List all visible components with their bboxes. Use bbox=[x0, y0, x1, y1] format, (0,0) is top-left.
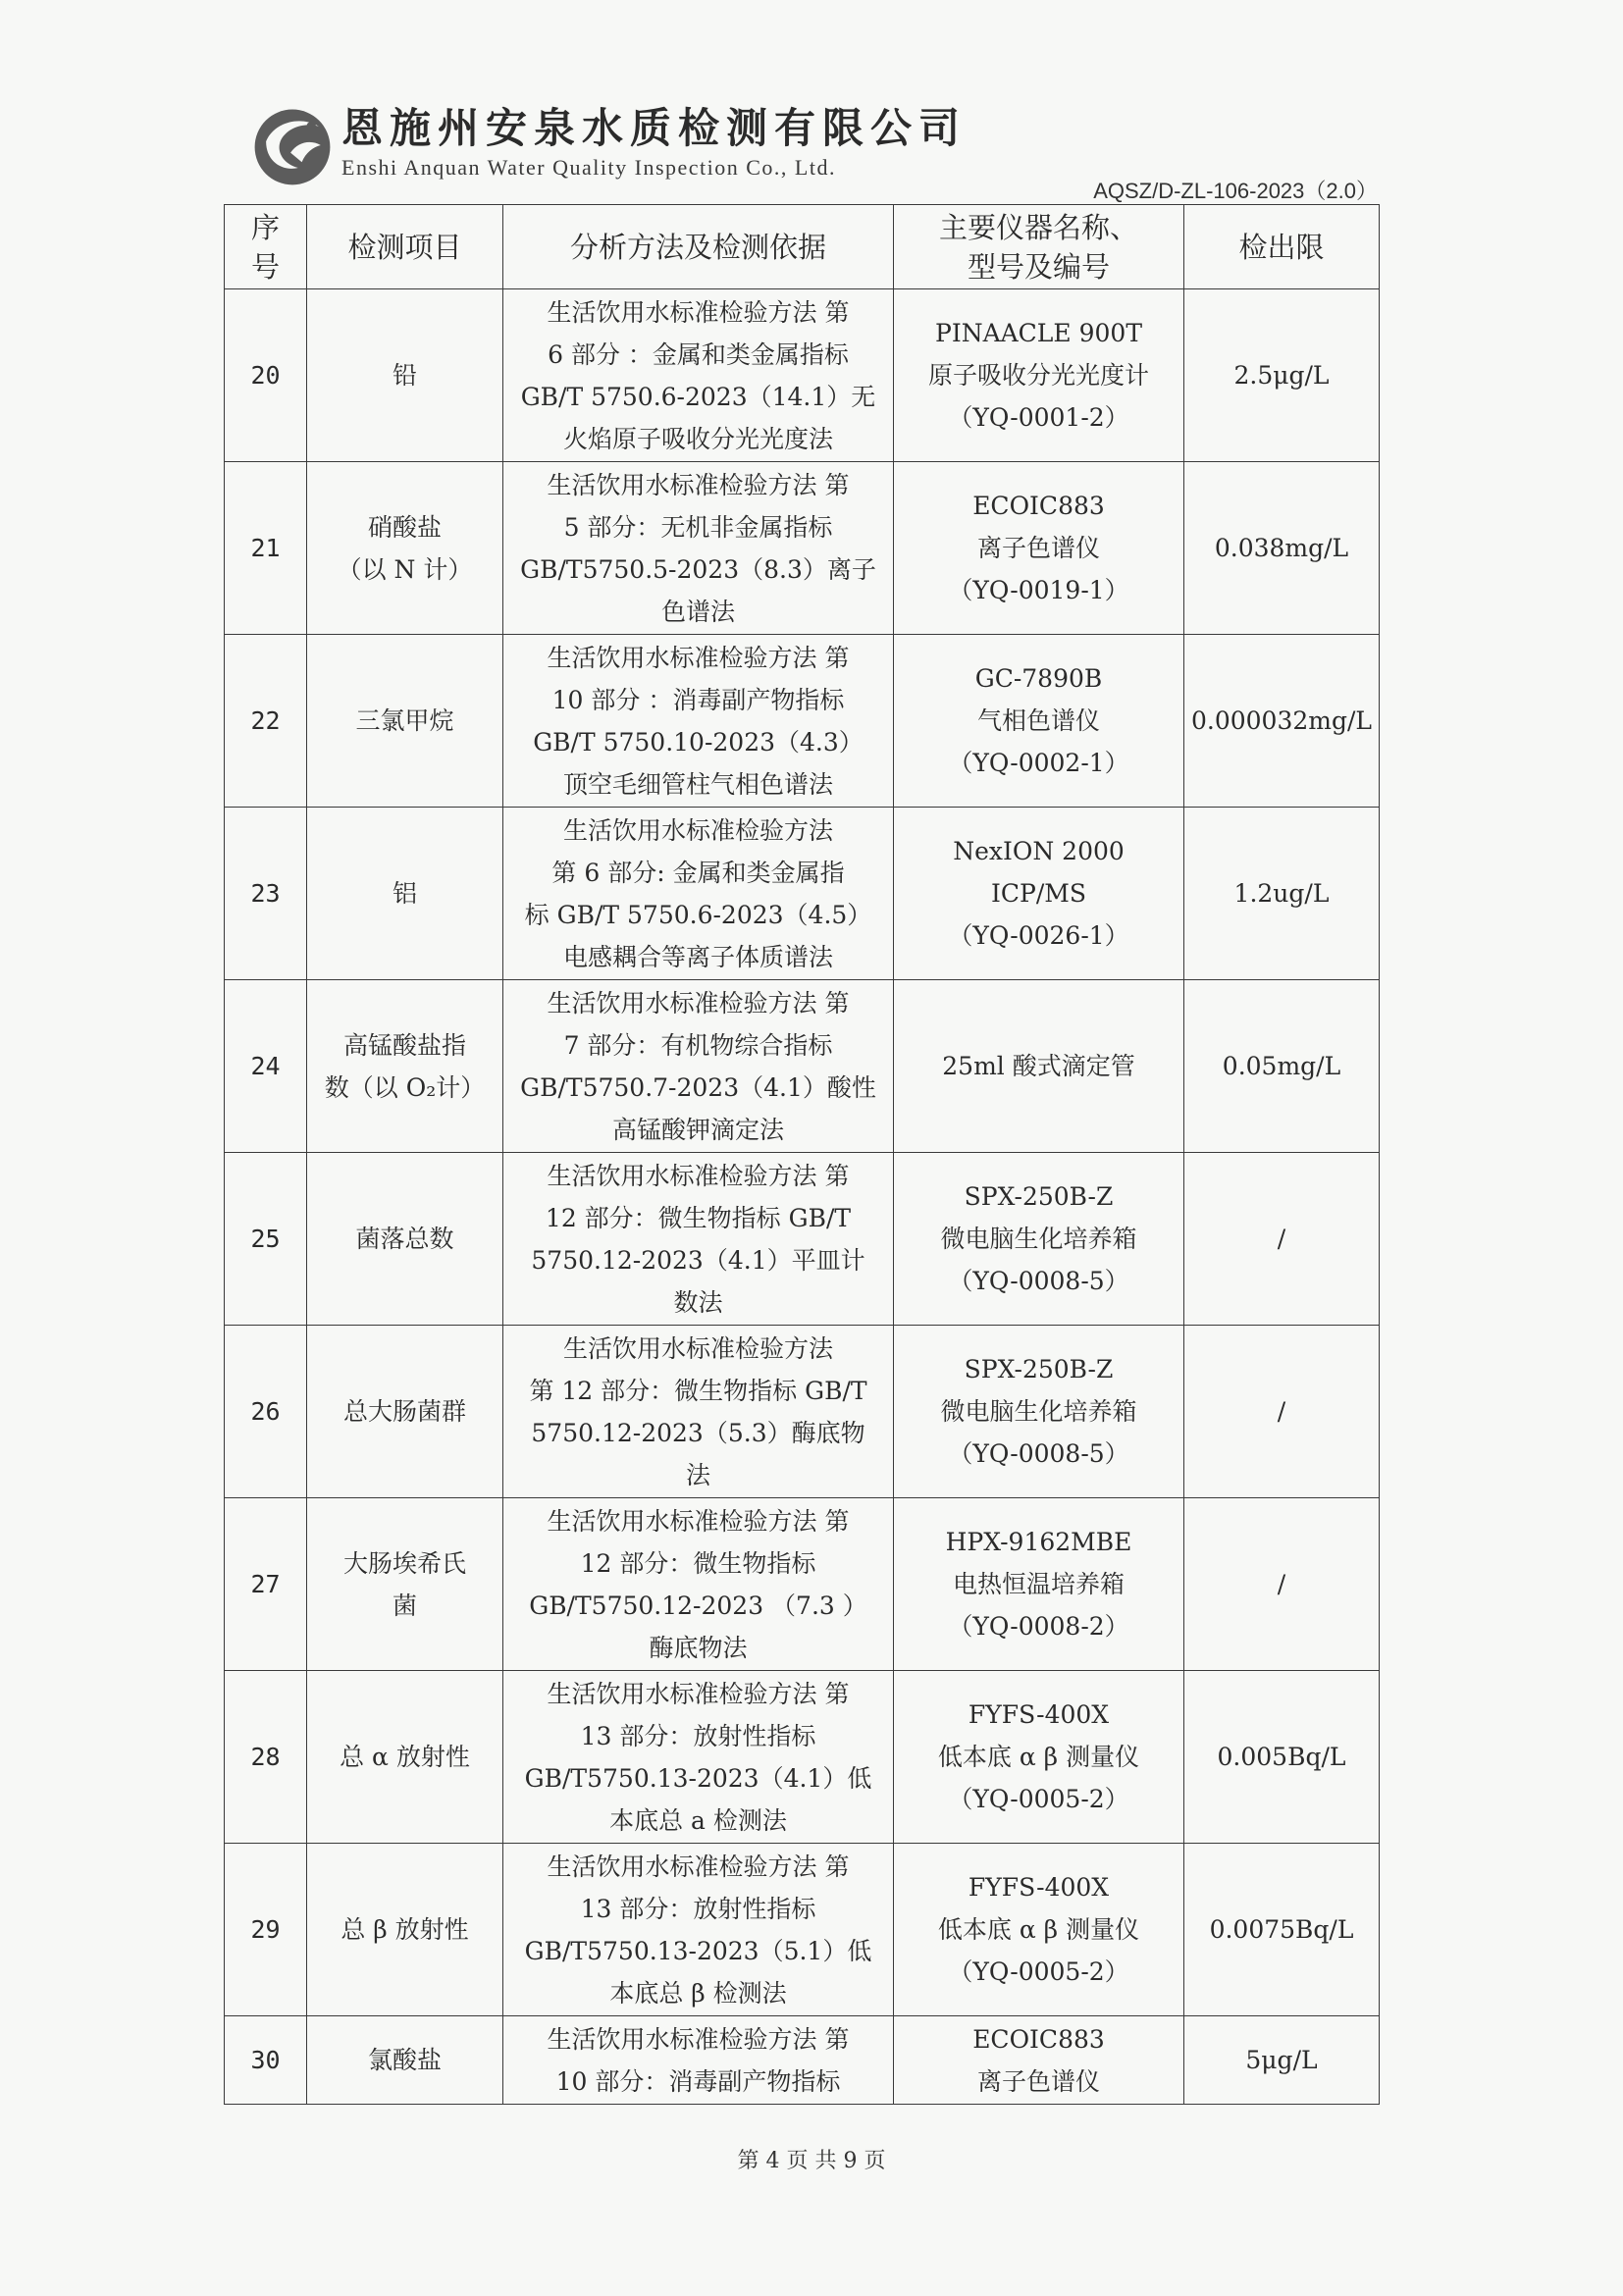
method-line: 第 6 部分: 金属和类金属指 bbox=[551, 858, 845, 887]
instrument-cell bbox=[894, 462, 1184, 635]
method-line: GB/T5750.5-2023（8.3）离子 bbox=[520, 554, 876, 584]
instrument-cell bbox=[894, 2016, 1184, 2105]
limit-cell: 0.0075Bq/L bbox=[1184, 1844, 1380, 2016]
method-cell bbox=[503, 1153, 894, 1326]
instrument-cell bbox=[894, 635, 1184, 808]
instrument-line: 离子色谱仪 bbox=[976, 2066, 1100, 2096]
seq-cell: 20 bbox=[225, 289, 307, 462]
instrument-line: ICP/MS bbox=[991, 879, 1086, 908]
method-line: 6 部分 ：金属和类金属指标 bbox=[548, 339, 849, 369]
limit-cell: 5μg/L bbox=[1184, 2016, 1380, 2105]
method-line: 色谱法 bbox=[660, 597, 735, 626]
instrument-line: FYFS-400X bbox=[968, 1873, 1110, 1902]
instrument-line: 原子吸收分光光度计 bbox=[927, 361, 1149, 390]
method-line: 生活饮用水标准检验方法 第 bbox=[547, 1679, 850, 1708]
instrument-line: （YQ-0008-5） bbox=[948, 1267, 1129, 1295]
method-cell bbox=[503, 635, 894, 808]
instrument-line: HPX-9162MBE bbox=[945, 1528, 1132, 1556]
instrument-line: （YQ-0019-1） bbox=[948, 576, 1129, 604]
item-cell bbox=[307, 2016, 503, 2105]
item-cell bbox=[307, 1671, 503, 1844]
method-line: 生活饮用水标准检验方法 第 bbox=[547, 1506, 850, 1536]
limit-cell: 1.2ug/L bbox=[1184, 808, 1380, 980]
method-line: 第 12 部分：微生物指标 GB/T bbox=[529, 1376, 867, 1405]
header-seq bbox=[225, 205, 307, 289]
seq-cell: 21 bbox=[225, 462, 307, 635]
table-row bbox=[225, 1498, 1380, 1671]
item-line: 三氯甲烷 bbox=[355, 706, 454, 735]
instrument-line: GC-7890B bbox=[974, 664, 1103, 693]
table-row bbox=[225, 289, 1380, 462]
item-cell bbox=[307, 462, 503, 635]
method-line: 13 部分：放射性指标 bbox=[580, 1894, 816, 1923]
method-cell bbox=[503, 462, 894, 635]
method-cell bbox=[503, 1671, 894, 1844]
table-row bbox=[225, 635, 1380, 808]
item-line: 硝酸盐 bbox=[367, 512, 442, 542]
item-cell bbox=[307, 1153, 503, 1326]
instrument-line: NexION 2000 bbox=[953, 837, 1125, 865]
company-logo-icon bbox=[245, 98, 340, 192]
header-item: 检测项目 bbox=[307, 205, 503, 289]
item-cell bbox=[307, 289, 503, 462]
seq-cell: 25 bbox=[225, 1153, 307, 1326]
instrument-line: （YQ-0001-2） bbox=[948, 403, 1129, 432]
document-code: AQSZ/D-ZL-106-2023（2.0） bbox=[1093, 179, 1378, 203]
instrument-line: SPX-250B-Z bbox=[964, 1182, 1114, 1211]
instrument-line: 电热恒温培养箱 bbox=[952, 1570, 1125, 1598]
instrument-line: 气相色谱仪 bbox=[976, 706, 1100, 735]
header-limit: 检出限 bbox=[1184, 205, 1380, 289]
item-line: 总 β 放射性 bbox=[340, 1915, 469, 1944]
instrument-cell bbox=[894, 289, 1184, 462]
limit-cell: 0.000032mg/L bbox=[1184, 635, 1380, 808]
item-cell bbox=[307, 808, 503, 980]
test-methods-table bbox=[224, 204, 1380, 2105]
method-line: GB/T5750.12-2023 （7.3 ） bbox=[529, 1591, 867, 1620]
table-row bbox=[225, 1326, 1380, 1498]
item-cell bbox=[307, 1844, 503, 2016]
table-row bbox=[225, 1844, 1380, 2016]
seq-cell: 24 bbox=[225, 980, 307, 1153]
page-number: 第 4 页 共 9 页 bbox=[737, 2149, 886, 2173]
limit-cell: 0.005Bq/L bbox=[1184, 1671, 1380, 1844]
instrument-line: SPX-250B-Z bbox=[964, 1355, 1114, 1383]
method-cell bbox=[503, 1844, 894, 2016]
seq-cell: 30 bbox=[225, 2016, 307, 2105]
instrument-cell bbox=[894, 980, 1184, 1153]
method-line: 生活饮用水标准检验方法 第 bbox=[547, 1161, 850, 1190]
method-line: 生活饮用水标准检验方法 第 bbox=[547, 988, 850, 1018]
instrument-cell bbox=[894, 1326, 1184, 1498]
instrument-line: （YQ-0008-5） bbox=[948, 1439, 1129, 1468]
method-line: 5750.12-2023（5.3）酶底物 bbox=[531, 1418, 865, 1447]
item-line: 铝 bbox=[392, 879, 417, 908]
seq-cell: 23 bbox=[225, 808, 307, 980]
method-line: 酶底物法 bbox=[649, 1633, 748, 1662]
instrument-cell bbox=[894, 1498, 1184, 1671]
method-line: 5 部分：无机非金属指标 bbox=[563, 512, 833, 542]
letterhead bbox=[245, 90, 968, 188]
item-line: 总 α 放射性 bbox=[340, 1743, 470, 1771]
instrument-line: 低本底 α β 测量仪 bbox=[937, 1915, 1140, 1944]
method-line: 生活饮用水标准检验方法 第 bbox=[547, 2024, 850, 2054]
header-method: 分析方法及检测依据 bbox=[503, 205, 894, 289]
limit-cell: 0.038mg/L bbox=[1184, 462, 1380, 635]
method-line: 生活饮用水标准检验方法 第 bbox=[547, 297, 850, 327]
method-line: 生活饮用水标准检验方法 第 bbox=[547, 1852, 850, 1881]
method-line: 电感耦合等离子体质谱法 bbox=[562, 942, 833, 971]
method-line: 10 部分：消毒副产物指标 bbox=[555, 2066, 841, 2096]
method-cell bbox=[503, 289, 894, 462]
table-row bbox=[225, 980, 1380, 1153]
item-cell bbox=[307, 1498, 503, 1671]
method-cell bbox=[503, 1498, 894, 1671]
method-line: 7 部分：有机物综合指标 bbox=[563, 1030, 833, 1060]
table-header-row bbox=[225, 205, 1380, 289]
method-line: GB/T 5750.10-2023（4.3） bbox=[533, 727, 864, 757]
item-cell bbox=[307, 635, 503, 808]
instrument-cell bbox=[894, 1844, 1184, 2016]
item-line: 高锰酸盐指 bbox=[342, 1030, 466, 1060]
instrument-cell bbox=[894, 1153, 1184, 1326]
instrument-line: （YQ-0002-1） bbox=[948, 749, 1129, 777]
instrument-line: 低本底 α β 测量仪 bbox=[937, 1743, 1140, 1771]
instrument-line: 微电脑生化培养箱 bbox=[940, 1397, 1137, 1426]
method-cell bbox=[503, 2016, 894, 2105]
instrument-line: FYFS-400X bbox=[968, 1700, 1110, 1729]
method-line: 高锰酸钾滴定法 bbox=[611, 1115, 784, 1144]
method-line: GB/T 5750.6-2023（14.1）无 bbox=[520, 382, 876, 411]
method-line: 生活饮用水标准检验方法 第 bbox=[547, 470, 850, 499]
limit-cell: / bbox=[1184, 1153, 1380, 1326]
method-line: 5750.12-2023（4.1）平皿计 bbox=[531, 1245, 865, 1275]
method-line: 本底总 a 检测法 bbox=[609, 1805, 787, 1835]
header-instrument bbox=[894, 205, 1184, 289]
method-line: 法 bbox=[685, 1460, 710, 1489]
limit-cell: 0.05mg/L bbox=[1184, 980, 1380, 1153]
table-row bbox=[225, 1153, 1380, 1326]
seq-cell: 28 bbox=[225, 1671, 307, 1844]
method-line: 10 部分 ：消毒副产物指标 bbox=[551, 685, 845, 714]
method-line: 本底总 β 检测法 bbox=[609, 1978, 787, 2008]
table-row bbox=[225, 2016, 1380, 2105]
method-line: 火焰原子吸收分光光度法 bbox=[562, 424, 833, 453]
method-line: 13 部分：放射性指标 bbox=[580, 1721, 816, 1750]
seq-cell: 29 bbox=[225, 1844, 307, 2016]
item-line: 大肠埃希氏 bbox=[342, 1548, 466, 1578]
method-line: 标 GB/T 5750.6-2023（4.5） bbox=[524, 900, 872, 929]
instrument-line: 25ml 酸式滴定管 bbox=[942, 1052, 1135, 1080]
table-row bbox=[225, 808, 1380, 980]
item-line: 总大肠菌群 bbox=[342, 1397, 466, 1426]
method-line: GB/T5750.13-2023（4.1）低 bbox=[524, 1763, 872, 1793]
item-line: 氯酸盐 bbox=[367, 2046, 442, 2074]
instrument-line: （YQ-0005-2） bbox=[948, 1785, 1129, 1813]
item-line: 铅 bbox=[392, 361, 417, 390]
item-cell bbox=[307, 980, 503, 1153]
limit-cell: / bbox=[1184, 1326, 1380, 1498]
instrument-line: PINAACLE 900T bbox=[935, 319, 1142, 347]
method-cell bbox=[503, 808, 894, 980]
instrument-line: （YQ-0005-2） bbox=[948, 1957, 1129, 1986]
method-line: 生活饮用水标准检验方法 bbox=[562, 815, 833, 845]
instrument-line: 离子色谱仪 bbox=[976, 534, 1100, 562]
method-line: 生活饮用水标准检验方法 第 bbox=[547, 643, 850, 672]
item-line: 数（以 O₂计） bbox=[324, 1072, 486, 1102]
method-line: 生活饮用水标准检验方法 bbox=[562, 1333, 833, 1363]
header-seq-line: 序 bbox=[250, 210, 280, 244]
method-line: 数法 bbox=[673, 1287, 723, 1317]
company-name-en: Enshi Anquan Water Quality Inspection Co., Ltd. bbox=[341, 155, 836, 180]
method-cell bbox=[503, 1326, 894, 1498]
method-line: GB/T5750.7-2023（4.1）酸性 bbox=[520, 1072, 876, 1102]
instrument-line: （YQ-0026-1） bbox=[948, 921, 1129, 950]
table-row bbox=[225, 462, 1380, 635]
seq-cell: 27 bbox=[225, 1498, 307, 1671]
header-seq-line: 号 bbox=[250, 249, 280, 284]
seq-cell: 22 bbox=[225, 635, 307, 808]
instrument-cell bbox=[894, 1671, 1184, 1844]
method-cell bbox=[503, 980, 894, 1153]
item-cell bbox=[307, 1326, 503, 1498]
method-line: GB/T5750.13-2023（5.1）低 bbox=[524, 1936, 872, 1965]
company-name-cn: 恩施州安泉水质检测有限公司 bbox=[341, 104, 968, 152]
instrument-line: ECOIC883 bbox=[972, 492, 1105, 520]
table-row bbox=[225, 1671, 1380, 1844]
limit-cell: 2.5μg/L bbox=[1184, 289, 1380, 462]
instrument-line: ECOIC883 bbox=[972, 2024, 1105, 2054]
method-line: 12 部分：微生物指标 GB/T bbox=[545, 1203, 852, 1232]
method-line: 顶空毛细管柱气相色谱法 bbox=[562, 769, 833, 799]
item-line: 菌 bbox=[392, 1591, 417, 1620]
instrument-line: 微电脑生化培养箱 bbox=[940, 1225, 1137, 1253]
instrument-line: （YQ-0008-2） bbox=[948, 1612, 1129, 1641]
instrument-cell bbox=[894, 808, 1184, 980]
item-line: 菌落总数 bbox=[355, 1225, 454, 1253]
header-instrument-line: 型号及编号 bbox=[967, 249, 1110, 284]
seq-cell: 26 bbox=[225, 1326, 307, 1498]
limit-cell: / bbox=[1184, 1498, 1380, 1671]
header-instrument-line: 主要仪器名称、 bbox=[938, 210, 1138, 244]
item-line: （以 N 计） bbox=[337, 554, 473, 584]
method-line: 12 部分：微生物指标 bbox=[580, 1548, 816, 1578]
